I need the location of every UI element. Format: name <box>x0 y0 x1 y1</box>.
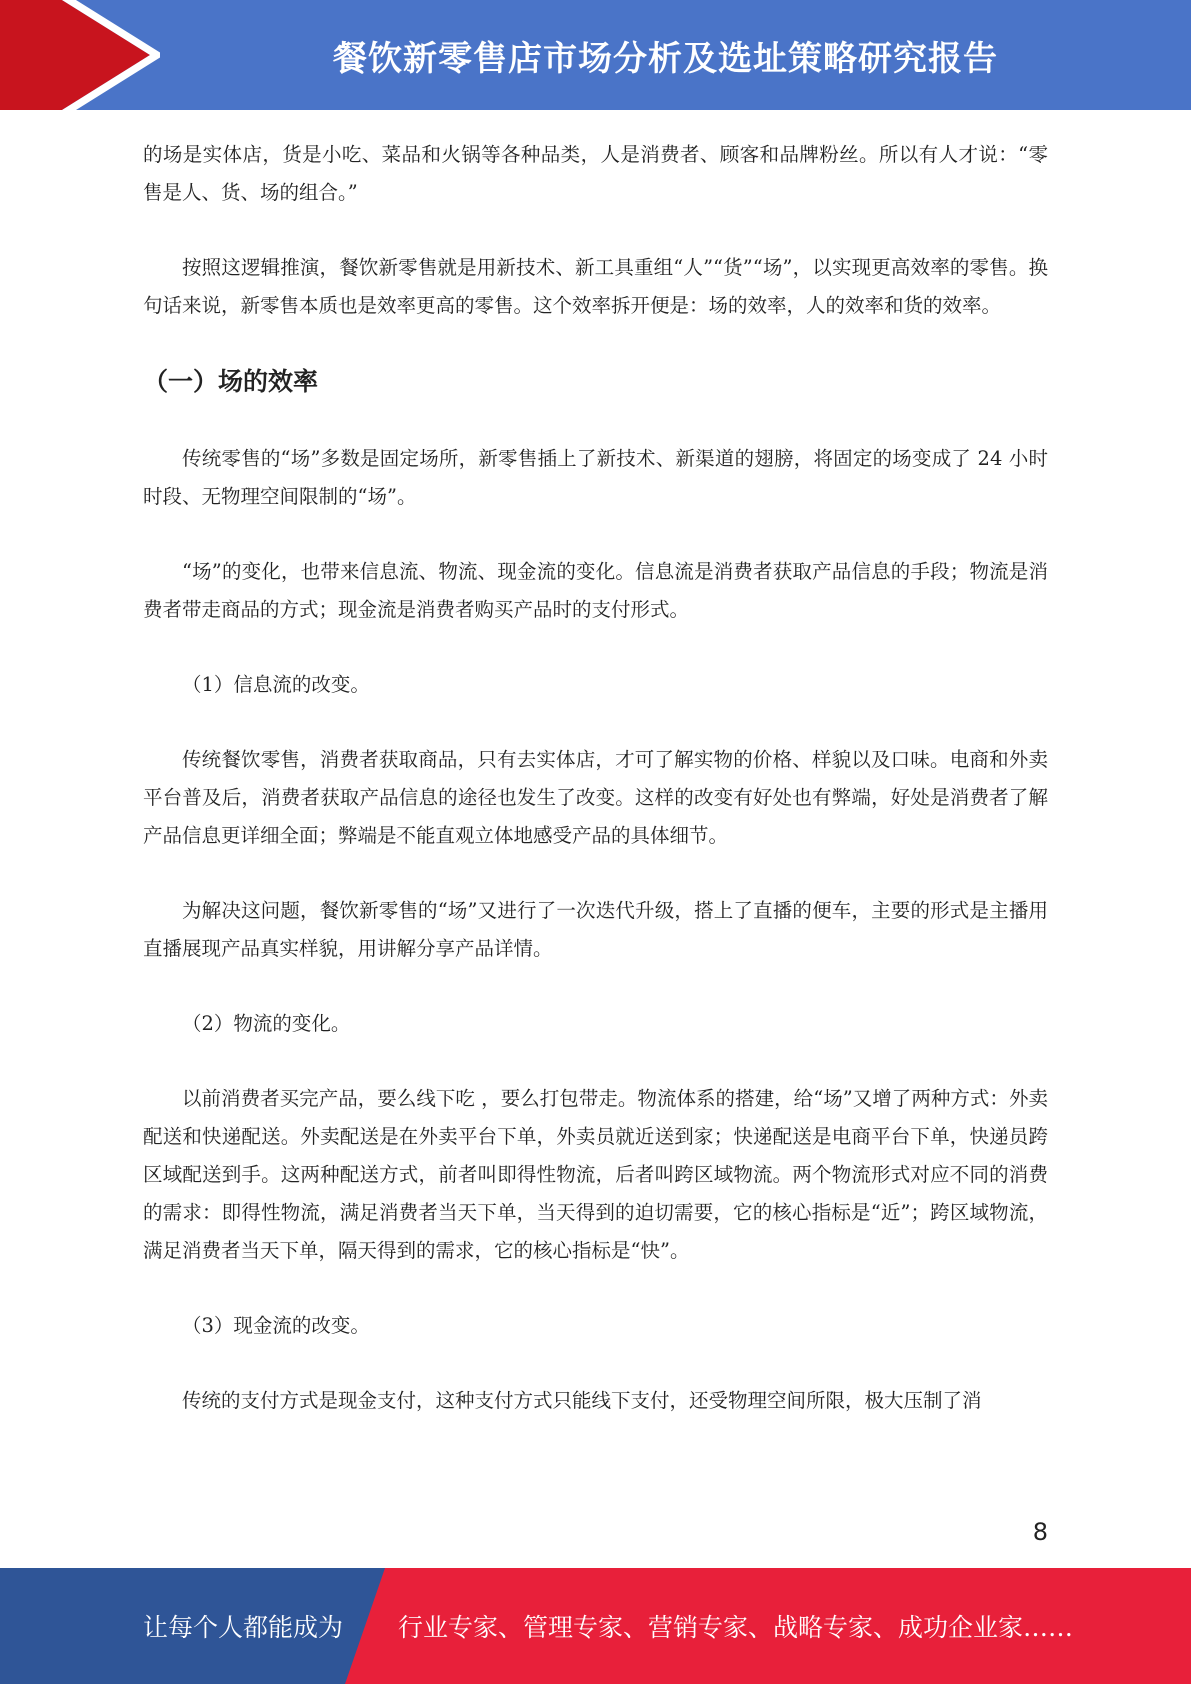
paragraph-livestream: 为解决这问题，餐饮新零售的“场”又进行了一次迭代升级，搭上了直播的便车，主要的形式是主播用直播展现产品真实样貌，用讲解分享产品详情。 <box>143 899 1048 960</box>
paragraph-information-flow: 传统餐饮零售，消费者获取商品，只有去实体店，才可了解实物的价格、样貌以及口味。电商和外卖平台普及后，消费者获取产品信息的途径也发生了改变。这样的改变有好处也有弊端，好处是消费者了解产品信息更详细全面；弊端是不能直观立体地感受产品的具体细节。 <box>143 748 1048 847</box>
report-footer <box>0 1568 1191 1684</box>
paragraph-venue: 传统零售的“场”多数是固定场所，新零售插上了新技术、新渠道的翅膀，将固定的场变成了 24 小时时段、无物理空间限制的“场”。 <box>143 447 1048 508</box>
paragraph-logistics: 以前消费者买完产品，要么线下吃 ，要么打包带走。物流体系的搭建，给“场”又增了两种方式：外卖配送和快递配送。外卖配送是在外卖平台下单，外卖员就近送到家；快递配送是电商平台下单，快递员跨区域配送到手。这两种配送方式，前者叫即得性物流，后者叫跨区域物流。两个物流形式对应不同的消费的需求：即得性物流，满足消费者当天下单，当天得到的迫切需要，它的核心指标是“近”；跨区域物流，满足消费者当天下单，隔天得到的需求，它的核心指标是“快”。 <box>143 1087 1048 1262</box>
paragraph-cash-flow: 传统的支付方式是现金支付，这种支付方式只能线下支付，还受物理空间所限，极大压制了消 <box>182 1389 982 1412</box>
footer-slogan-left: 让每个人都能成为 <box>143 1613 344 1642</box>
report-title: 餐饮新零售店市场分析及选址策略研究报告 <box>333 38 998 79</box>
document-body <box>143 136 1048 1457</box>
paragraph-logic: 按照这逻辑推演，餐饮新零售就是用新技术、新工具重组“人”“货”“场”，以实现更高效率的零售。换句话来说，新零售本质也是效率更高的零售。这个效率拆开便是：场的效率，人的效率和货的效率。 <box>143 256 1048 317</box>
paragraph-flows: “场”的变化，也带来信息流、物流、现金流的变化。信息流是消费者获取产品信息的手段；物流是消费者带走商品的方式；现金流是消费者购买产品时的支付形式。 <box>143 560 1048 621</box>
subheading-logistics: （2）物流的变化。 <box>182 1012 351 1035</box>
report-header <box>0 0 1191 110</box>
page-number: 8 <box>1032 1518 1048 1546</box>
paragraph-continuation: 的场是实体店，货是小吃、菜品和火锅等各种品类，人是消费者、顾客和品牌粉丝。所以有人才说：“零售是人、货、场的组合。” <box>143 143 1048 204</box>
section-heading: （一）场的效率 <box>143 367 319 396</box>
header-chevron-graphic <box>0 0 160 110</box>
subheading-information-flow: （1）信息流的改变。 <box>182 673 370 696</box>
footer-slogan-right: 行业专家、管理专家、营销专家、战略专家、成功企业家…… <box>398 1613 1074 1642</box>
subheading-cash-flow: （3）现金流的改变。 <box>182 1314 370 1337</box>
